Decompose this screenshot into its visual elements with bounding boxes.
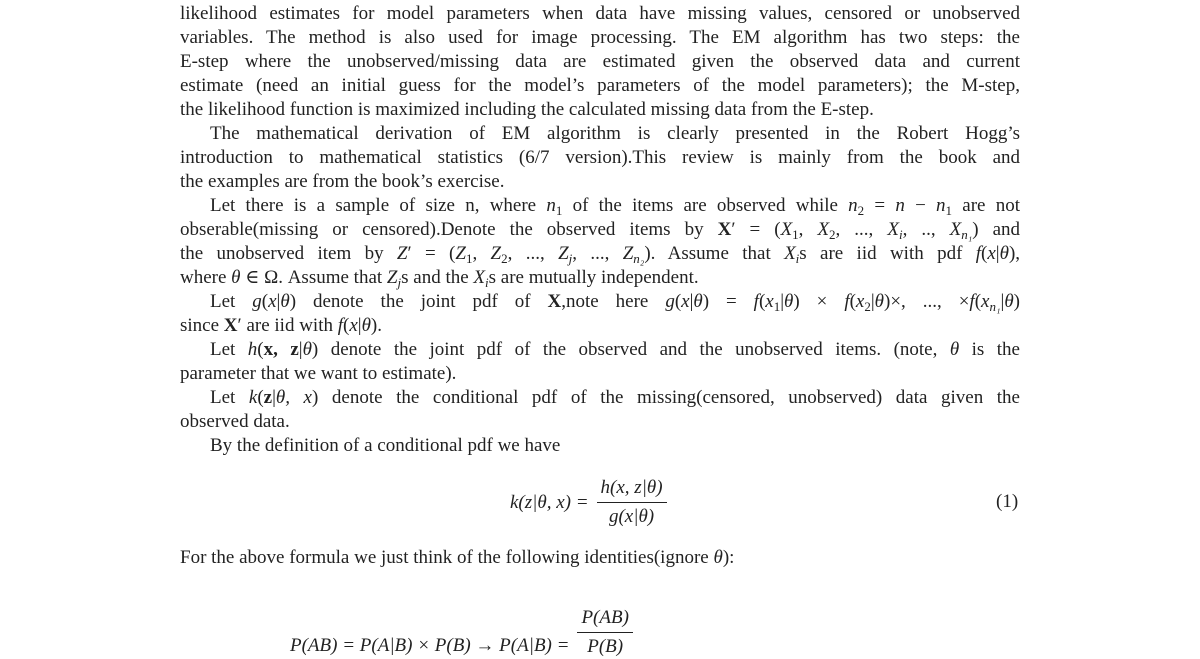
- text-run: the unobserved item by: [180, 243, 397, 264]
- text-run: |: [780, 291, 785, 312]
- math-text: θ: [999, 243, 1009, 264]
- math-text: 2: [857, 203, 865, 218]
- text-run: ′ are iid with: [237, 315, 338, 336]
- math-text: X: [547, 291, 562, 312]
- text-run: parameter that we want to estimate).: [180, 363, 457, 384]
- math-text: x: [855, 291, 865, 312]
- paragraph-line: [180, 2, 1020, 26]
- math-text: θ, x: [275, 387, 312, 408]
- paragraph-line: [180, 122, 1020, 146]
- text-run: (: [674, 291, 682, 312]
- math-text: θ: [784, 291, 794, 312]
- text-run: s and the: [401, 267, 474, 288]
- paragraph-line: [180, 50, 1020, 74]
- equation-2: [290, 606, 633, 659]
- text-run: is the: [959, 339, 1020, 360]
- text-run: (: [758, 291, 766, 312]
- math-text: x: [681, 291, 690, 312]
- paragraph-line: [180, 194, 1020, 218]
- paragraph-line: [180, 26, 1020, 50]
- math-text: 1: [945, 203, 953, 218]
- math-text: f: [753, 291, 759, 312]
- paragraph-line: [180, 314, 1020, 338]
- equation-1-numerator: h(x, z|θ): [597, 476, 667, 503]
- math-text: f: [975, 243, 982, 264]
- math-text: n: [936, 195, 946, 216]
- paragraph-line: [180, 218, 1020, 242]
- math-text: z: [263, 387, 273, 408]
- text-run: , ...,: [507, 243, 559, 264]
- text-run: Let: [210, 291, 253, 312]
- math-text: i: [795, 251, 800, 266]
- text-run: =: [864, 195, 896, 216]
- text-run: (: [257, 387, 264, 408]
- math-text: 2: [864, 299, 871, 314]
- math-text: Z: [622, 243, 634, 264]
- text-run: ): [1013, 291, 1020, 312]
- text-run: ,: [798, 219, 818, 240]
- equation-1-number: (1): [996, 491, 1019, 512]
- math-text: i: [485, 275, 489, 290]
- math-text: θ: [693, 291, 703, 312]
- equation-2-numerator: P(AB): [577, 606, 632, 633]
- text-run: ):: [722, 547, 735, 568]
- text-run: ,note here: [561, 291, 666, 312]
- paragraph-line: [180, 74, 1020, 98]
- equation-2-fraction: [577, 606, 632, 659]
- math-text: f: [844, 291, 850, 312]
- math-text: θ: [713, 547, 723, 568]
- text-run: (: [981, 243, 988, 264]
- paragraph-line: [180, 410, 1020, 434]
- paragraph-line: [180, 170, 1020, 194]
- text-run: the examples are from the book’s exercise.: [180, 171, 505, 192]
- text-run: , ...,: [835, 219, 888, 240]
- text-run: ) denote the conditional pdf of the missing(censored, unobserved) data given the: [312, 387, 1020, 408]
- math-text: X: [784, 243, 796, 264]
- math-text: θ: [280, 291, 290, 312]
- text-run: |: [276, 291, 281, 312]
- math-text: X: [949, 219, 962, 240]
- math-text: n: [895, 195, 905, 216]
- paragraph-line: [180, 242, 1020, 266]
- paragraph-line: [180, 546, 1020, 570]
- text-run: s are mutually independent.: [488, 267, 699, 288]
- math-text: Z: [396, 243, 408, 264]
- math-text: θ: [1004, 291, 1014, 312]
- math-text: θ: [231, 267, 241, 288]
- text-run: E-step where the unobserved/missing data are estimated given the observed data and current: [180, 51, 1020, 72]
- math-text: k: [248, 387, 258, 408]
- math-text: X: [223, 315, 238, 336]
- math-text: θ: [874, 291, 885, 312]
- text-run: observed data.: [180, 411, 290, 432]
- math-text: x: [981, 291, 990, 312]
- math-text: Z: [558, 243, 569, 264]
- math-text: 1: [773, 299, 781, 314]
- text-run: estimate (need an initial guess for the model’s parameters of the model parameters); the M-step,: [180, 75, 1020, 96]
- text-run: likelihood estimates for model parameters when data have missing values, censored or unobserved: [180, 3, 1020, 24]
- text-run: |: [689, 291, 694, 312]
- text-run: ),: [1008, 243, 1021, 264]
- math-text: n₁: [989, 299, 1001, 314]
- math-text: h: [247, 339, 258, 360]
- math-text: f: [969, 291, 975, 312]
- text-run: )×, ..., ×: [884, 291, 970, 312]
- text-run: ).: [370, 315, 382, 336]
- equation-2-denominator: P(B): [587, 636, 624, 657]
- text-run: ) denote the joint pdf of the observed and the unobserved items. (note,: [311, 339, 950, 360]
- math-text: g: [252, 291, 262, 312]
- math-text: X: [817, 219, 830, 240]
- text-run: ) denote the joint pdf of: [289, 291, 548, 312]
- text-run: since: [180, 315, 224, 336]
- math-text: n₂: [633, 251, 645, 266]
- text-run: s are iid with pdf: [799, 243, 976, 264]
- math-text: θ: [949, 339, 960, 360]
- text-run: (: [343, 315, 350, 336]
- math-text: X: [473, 267, 486, 288]
- math-text: j: [397, 275, 402, 290]
- equation-1-fraction: [597, 476, 667, 529]
- math-text: Z: [386, 267, 398, 288]
- math-text: 1: [465, 251, 473, 266]
- text-run: |: [1000, 291, 1005, 312]
- text-run: ) =: [702, 291, 754, 312]
- text-run: By the definition of a conditional pdf we have: [210, 435, 561, 456]
- paragraph-line: [180, 434, 1020, 458]
- text-run: (: [257, 339, 264, 360]
- math-text: 1: [792, 227, 799, 242]
- math-text: n: [848, 195, 858, 216]
- text-run: |: [357, 315, 362, 336]
- math-text: 2: [501, 251, 508, 266]
- text-run: ) ×: [793, 291, 845, 312]
- text-run: |: [995, 243, 1000, 264]
- text-run: (: [849, 291, 856, 312]
- math-text: θ: [302, 339, 312, 360]
- text-run: , ...,: [572, 243, 623, 264]
- text-run: the likelihood function is maximized including the calculated missing data from the E-step.: [180, 99, 874, 120]
- paragraph-line: [180, 386, 1020, 410]
- math-text: X: [887, 219, 899, 240]
- paragraph-line: [180, 146, 1020, 170]
- text-run: |: [272, 387, 276, 408]
- math-text: i: [898, 227, 903, 242]
- text-run: ,: [472, 243, 491, 264]
- document-page: [180, 2, 1020, 458]
- text-run: |: [870, 291, 875, 312]
- text-run: Let: [210, 339, 248, 360]
- text-run: Let: [210, 387, 249, 408]
- text-run: , ..,: [902, 219, 950, 240]
- paragraph-line: [180, 98, 1020, 122]
- text-run: The mathematical derivation of EM algorithm is clearly presented in the Robert Hogg’s: [210, 123, 1020, 144]
- paragraph-line: [180, 362, 1020, 386]
- math-text: x: [765, 291, 774, 312]
- text-run: ′ = (: [407, 243, 456, 264]
- text-run: introduction to mathematical statistics (6/7 version).This review is mainly from the book and: [180, 147, 1020, 168]
- math-text: X: [780, 219, 793, 240]
- text-run: (: [261, 291, 269, 312]
- text-run: of the items are observed while: [562, 195, 849, 216]
- text-run: −: [904, 195, 937, 216]
- paragraph-line: [180, 290, 1020, 314]
- text-run: obserable(missing or censored).Denote the observed items by: [180, 219, 718, 240]
- text-run: For the above formula we just think of the following identities(ignore: [180, 547, 714, 568]
- math-text: Z: [490, 243, 502, 264]
- math-text: x: [268, 291, 277, 312]
- equation-1: [510, 476, 667, 529]
- math-text: Z: [455, 243, 466, 264]
- math-text: 2: [829, 227, 836, 242]
- math-text: j: [568, 251, 573, 266]
- math-text: f: [337, 315, 343, 336]
- equation-1-denominator: g(x|θ): [608, 506, 655, 527]
- text-run: where: [180, 267, 232, 288]
- text-run: Let there is a sample of size n, where: [210, 195, 547, 216]
- text-run: ) and: [972, 219, 1021, 240]
- equation-2-lhs: P(AB) = P(A|B) × P(B) → P(A|B) =: [290, 634, 570, 656]
- equation-1-lhs: k(z|θ, x) =: [510, 491, 589, 513]
- text-run: ). Assume that: [644, 243, 785, 264]
- math-text: 1: [555, 203, 563, 218]
- math-text: X: [717, 219, 732, 240]
- math-text: n: [546, 195, 556, 216]
- paragraph-line: [180, 338, 1020, 362]
- text-run: |: [298, 339, 303, 360]
- text-run: (: [974, 291, 982, 312]
- math-text: n₁: [961, 227, 973, 242]
- math-text: x: [987, 243, 996, 264]
- math-text: x, z: [263, 339, 299, 360]
- text-run: are not: [952, 195, 1020, 216]
- text-run: ∈ Ω. Assume that: [240, 267, 387, 288]
- math-text: g: [665, 291, 675, 312]
- math-text: x: [349, 315, 358, 336]
- paragraph-line: [180, 266, 1020, 290]
- math-text: θ: [361, 315, 371, 336]
- text-run: ′ = (: [731, 219, 781, 240]
- text-run: variables. The method is also used for image processing. The EM algorithm has two steps: the: [180, 27, 1020, 48]
